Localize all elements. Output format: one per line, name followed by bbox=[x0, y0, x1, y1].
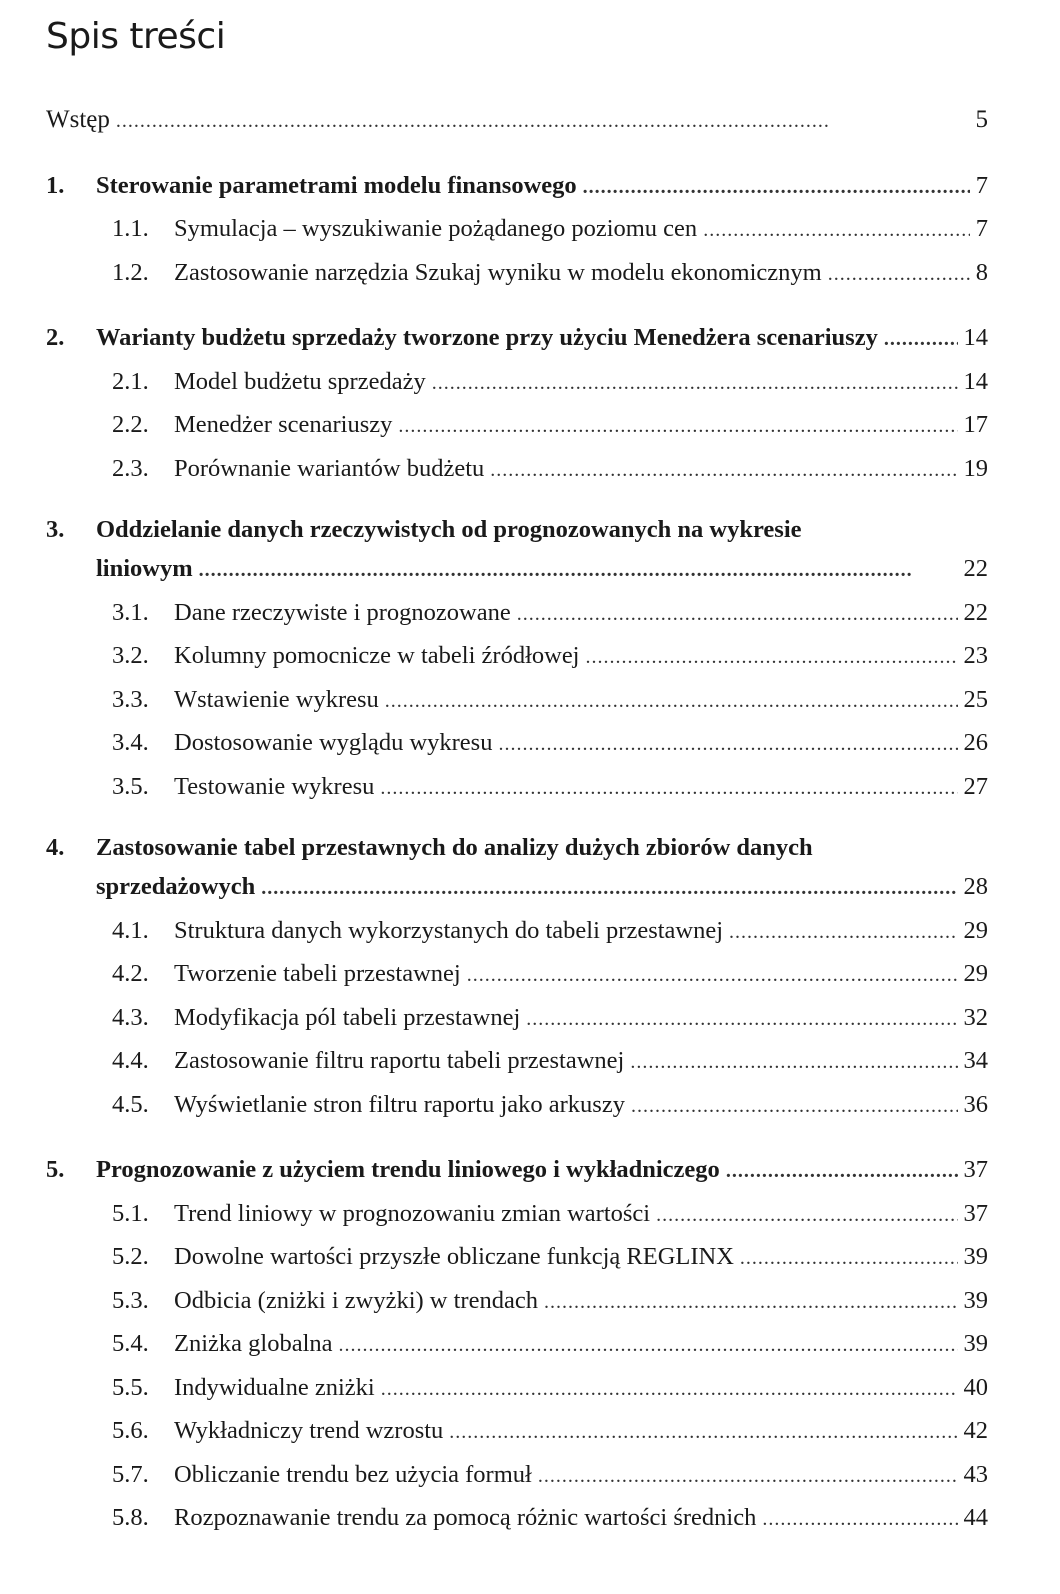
toc-section[interactable] bbox=[0, 996, 1060, 1040]
section-number: 4.3. bbox=[112, 1003, 149, 1031]
chapter-number: 5. bbox=[46, 1156, 65, 1183]
dot-leader bbox=[884, 318, 958, 362]
entry-page: 14 bbox=[963, 324, 988, 351]
chapter-number: 3. bbox=[46, 516, 65, 543]
toc-section[interactable] bbox=[0, 403, 1060, 447]
dot-leader bbox=[526, 998, 957, 1042]
entry-page: 5 bbox=[975, 106, 988, 133]
entry-page: 14 bbox=[963, 367, 988, 395]
toc-section[interactable] bbox=[0, 678, 1060, 722]
dot-leader bbox=[544, 1281, 958, 1325]
section-label: Zniżka globalna bbox=[174, 1330, 333, 1357]
toc-section[interactable] bbox=[0, 251, 1060, 295]
section-number: 3.1. bbox=[112, 598, 149, 626]
entry-page: 40 bbox=[963, 1373, 988, 1401]
section-label: Wstawienie wykresu bbox=[174, 685, 379, 713]
section-label: Modyfikacja pól tabeli przestawnej bbox=[174, 1003, 521, 1031]
chapter-label-line1: Oddzielanie danych rzeczywistych od prognozowanych na wykresie bbox=[96, 516, 802, 543]
section-number: 4.1. bbox=[112, 916, 149, 944]
section-number: 5.5. bbox=[112, 1373, 149, 1401]
section-label: Tworzenie tabeli przestawnej bbox=[174, 960, 461, 987]
dot-leader bbox=[538, 1455, 958, 1499]
entry-page: 19 bbox=[963, 454, 988, 482]
toc-chapter-4-cont[interactable] bbox=[0, 865, 1060, 909]
entry-page: 29 bbox=[963, 916, 988, 944]
entry-page: 37 bbox=[963, 1199, 988, 1227]
section-number: 5.2. bbox=[112, 1243, 149, 1270]
table-of-contents bbox=[0, 98, 1060, 1540]
dot-leader bbox=[631, 1085, 958, 1129]
chapter-label-line1: Zastosowanie tabel przestawnych do analizy dużych zbiorów danych bbox=[96, 834, 813, 861]
section-label: Zastosowanie narzędzia Szukaj wyniku w modelu ekonomicznym bbox=[174, 258, 822, 286]
entry-page: 36 bbox=[963, 1090, 988, 1118]
toc-chapter-2[interactable] bbox=[0, 316, 1060, 360]
dot-leader bbox=[630, 1041, 957, 1085]
section-number: 3.3. bbox=[112, 685, 149, 713]
dot-leader bbox=[490, 449, 957, 493]
dot-leader bbox=[726, 1150, 958, 1194]
dot-leader bbox=[432, 362, 958, 406]
entry-page: 43 bbox=[963, 1460, 988, 1488]
section-number: 1.2. bbox=[112, 258, 149, 286]
dot-leader bbox=[828, 253, 970, 297]
section-label: Symulacja – wyszukiwanie pożądanego poziomu cen bbox=[174, 215, 698, 242]
dot-leader bbox=[762, 1498, 957, 1542]
entry-page: 29 bbox=[963, 960, 988, 987]
page-title: Spis treści bbox=[46, 16, 226, 57]
section-label: Model budżetu sprzedaży bbox=[174, 367, 426, 395]
toc-section[interactable] bbox=[0, 591, 1060, 635]
section-label: Obliczanie trendu bez użycia formuł bbox=[174, 1460, 532, 1488]
entry-label: Wstęp bbox=[46, 106, 110, 133]
dot-leader bbox=[385, 680, 958, 724]
toc-section[interactable] bbox=[0, 1322, 1060, 1366]
toc-section[interactable] bbox=[0, 1279, 1060, 1323]
toc-section[interactable] bbox=[0, 1366, 1060, 1410]
chapter-number: 1. bbox=[46, 171, 65, 199]
section-label: Trend liniowy w prognozowaniu zmian wartości bbox=[174, 1199, 651, 1227]
section-number: 5.1. bbox=[112, 1199, 149, 1227]
toc-section[interactable] bbox=[0, 1235, 1060, 1279]
entry-page: 22 bbox=[963, 555, 988, 582]
toc-section[interactable] bbox=[0, 360, 1060, 404]
toc-entry-intro[interactable] bbox=[0, 98, 1060, 142]
dot-leader bbox=[498, 723, 957, 767]
section-label: Dostosowanie wyglądu wykresu bbox=[174, 729, 493, 756]
entry-page: 7 bbox=[975, 215, 988, 242]
section-label: Odbicia (zniżki i zwyżki) w trendach bbox=[174, 1286, 538, 1314]
entry-page: 39 bbox=[963, 1330, 988, 1357]
dot-leader bbox=[583, 166, 970, 210]
dot-leader bbox=[517, 593, 958, 637]
entry-page: 27 bbox=[963, 772, 988, 800]
toc-section[interactable] bbox=[0, 1409, 1060, 1453]
dot-leader bbox=[381, 1368, 958, 1412]
section-label: Struktura danych wykorzystanych do tabeli przestawnej bbox=[174, 916, 724, 944]
section-label: Wykładniczy trend wzrostu bbox=[174, 1417, 444, 1444]
dot-leader bbox=[586, 636, 958, 680]
entry-page: 39 bbox=[963, 1286, 988, 1314]
section-number: 3.5. bbox=[112, 772, 149, 800]
entry-page: 25 bbox=[963, 685, 988, 713]
entry-page: 7 bbox=[975, 171, 988, 199]
chapter-label: Sterowanie parametrami modelu finansowego bbox=[96, 171, 577, 199]
chapter-number: 4. bbox=[46, 834, 65, 861]
dot-leader bbox=[398, 405, 957, 449]
chapter-label: Warianty budżetu sprzedaży tworzone przy użyciu Menedżera scenariuszy bbox=[96, 324, 878, 351]
dot-leader bbox=[116, 100, 970, 144]
entry-page: 34 bbox=[963, 1047, 988, 1074]
dot-leader bbox=[449, 1411, 957, 1455]
section-number: 4.2. bbox=[112, 960, 149, 987]
entry-page: 42 bbox=[963, 1417, 988, 1444]
dot-leader bbox=[199, 549, 958, 593]
toc-chapter-5[interactable] bbox=[0, 1148, 1060, 1192]
toc-section[interactable] bbox=[0, 447, 1060, 491]
section-label: Testowanie wykresu bbox=[174, 772, 375, 800]
toc-section[interactable] bbox=[0, 765, 1060, 809]
dot-leader bbox=[339, 1324, 958, 1368]
dot-leader bbox=[703, 209, 970, 253]
section-number: 2.1. bbox=[112, 367, 149, 395]
dot-leader bbox=[380, 767, 957, 811]
section-label: Indywidualne zniżki bbox=[174, 1373, 375, 1401]
section-number: 5.8. bbox=[112, 1504, 149, 1531]
entry-page: 28 bbox=[963, 873, 988, 900]
section-number: 5.6. bbox=[112, 1417, 149, 1444]
entry-page: 39 bbox=[963, 1243, 988, 1270]
toc-chapter-4[interactable] bbox=[0, 830, 1060, 865]
section-number: 3.4. bbox=[112, 729, 149, 756]
section-label: Porównanie wariantów budżetu bbox=[174, 454, 485, 482]
section-number: 5.4. bbox=[112, 1330, 149, 1357]
section-number: 2.3. bbox=[112, 454, 149, 482]
entry-page: 32 bbox=[963, 1003, 988, 1031]
section-number: 5.7. bbox=[112, 1460, 149, 1488]
dot-leader bbox=[729, 911, 957, 955]
section-number: 4.5. bbox=[112, 1090, 149, 1118]
toc-section[interactable] bbox=[0, 1083, 1060, 1127]
section-label: Wyświetlanie stron filtru raportu jako arkuszy bbox=[174, 1090, 625, 1118]
chapter-number: 2. bbox=[46, 324, 65, 351]
entry-page: 26 bbox=[963, 729, 988, 756]
chapter-label: Prognozowanie z użyciem trendu liniowego i wykładniczego bbox=[96, 1156, 720, 1183]
toc-section[interactable] bbox=[0, 634, 1060, 678]
chapter-label-line2: liniowym bbox=[96, 555, 193, 582]
dot-leader bbox=[740, 1237, 958, 1281]
dot-leader bbox=[656, 1194, 957, 1238]
chapter-label-line2: sprzedażowych bbox=[96, 873, 256, 900]
section-number: 3.2. bbox=[112, 642, 149, 669]
toc-section[interactable] bbox=[0, 1496, 1060, 1540]
section-label: Dowolne wartości przyszłe obliczane funkcją REGLINX bbox=[174, 1243, 734, 1270]
toc-section[interactable] bbox=[0, 909, 1060, 953]
entry-page: 17 bbox=[963, 411, 988, 438]
section-number: 4.4. bbox=[112, 1047, 149, 1074]
section-label: Kolumny pomocnicze w tabeli źródłowej bbox=[174, 642, 580, 669]
entry-page: 8 bbox=[975, 258, 988, 286]
entry-page: 23 bbox=[963, 642, 988, 669]
toc-chapter-1[interactable] bbox=[0, 164, 1060, 208]
section-number: 1.1. bbox=[112, 215, 149, 242]
toc-section[interactable] bbox=[0, 721, 1060, 765]
entry-page: 44 bbox=[963, 1504, 988, 1531]
dot-leader bbox=[261, 867, 957, 911]
section-label: Rozpoznawanie trendu za pomocą różnic wartości średnich bbox=[174, 1504, 757, 1531]
entry-page: 37 bbox=[963, 1156, 988, 1183]
dot-leader bbox=[467, 954, 958, 998]
section-number: 2.2. bbox=[112, 411, 149, 438]
toc-section[interactable] bbox=[0, 952, 1060, 996]
toc-section[interactable] bbox=[0, 1192, 1060, 1236]
section-number: 5.3. bbox=[112, 1286, 149, 1314]
section-label: Zastosowanie filtru raportu tabeli przestawnej bbox=[174, 1047, 625, 1074]
toc-section[interactable] bbox=[0, 207, 1060, 251]
section-label: Menedżer scenariuszy bbox=[174, 411, 393, 438]
entry-page: 22 bbox=[963, 598, 988, 626]
section-label: Dane rzeczywiste i prognozowane bbox=[174, 598, 511, 626]
toc-chapter-3[interactable] bbox=[0, 512, 1060, 547]
toc-section[interactable] bbox=[0, 1453, 1060, 1497]
toc-section[interactable] bbox=[0, 1039, 1060, 1083]
toc-chapter-3-cont[interactable] bbox=[0, 547, 1060, 591]
